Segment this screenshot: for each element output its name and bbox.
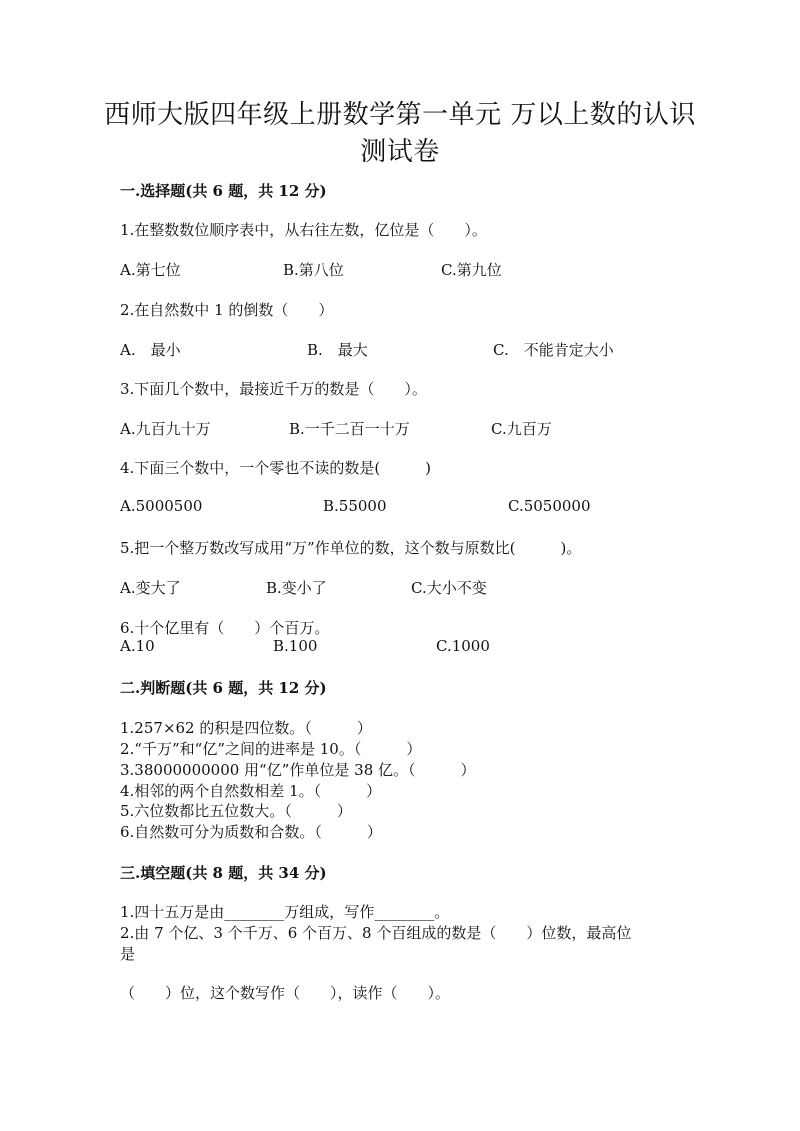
question-1-option-b: B.第八位 [283, 261, 344, 279]
fill-question-2-line1: 2.由 7 个亿、3 个千万、6 个百万、8 个百组成的数是（ ）位数，最高位 [120, 924, 632, 942]
fill-question-1: 1.四十五万是由________万组成，写作________。 [120, 903, 450, 921]
question-2-option-a: A. 最小 [120, 341, 181, 359]
question-5-option-b: B.变小了 [266, 579, 327, 597]
section2-heading: 二.判断题(共 6 题，共 12 分) [120, 679, 327, 697]
question-3-option-a: A.九百九十万 [120, 420, 211, 438]
question-1-text: 1.在整数数位顺序表中，从右往左数，亿位是（ ）。 [120, 221, 487, 239]
question-3-option-c: C.九百万 [491, 420, 552, 438]
page-title-line2: 测试卷 [360, 137, 440, 167]
judge-item-5: 5.六位数都比五位数大。（ ） [120, 802, 352, 820]
question-4-option-c: C.5050000 [508, 497, 591, 515]
judge-item-4: 4.相邻的两个自然数相差 1。（ ） [120, 782, 382, 800]
judge-item-3: 3.38000000000 用“亿”作单位是 38 亿。（ ） [120, 761, 476, 779]
question-6-option-b: B.100 [273, 637, 318, 655]
section1-heading: 一.选择题(共 6 题，共 12 分) [120, 182, 327, 200]
question-6-text: 6.十个亿里有（ ）个百万。 [120, 619, 330, 637]
question-4-option-a: A.5000500 [120, 497, 203, 515]
question-1-option-a: A.第七位 [120, 261, 181, 279]
question-5-text: 5.把一个整万数改写成用“万”作单位的数，这个数与原数比( )。 [120, 539, 582, 557]
judge-item-1: 1.257×62 的积是四位数。（ ） [120, 719, 372, 737]
question-2-text: 2.在自然数中 1 的倒数（ ） [120, 301, 334, 319]
page-title-line1: 西师大版四年级上册数学第一单元 万以上数的认识 [104, 100, 696, 130]
question-3-text: 3.下面几个数中，最接近千万的数是（ ）。 [120, 380, 427, 398]
question-6-option-a: A.10 [120, 637, 155, 655]
question-2-option-c: C. 不能肯定大小 [493, 341, 614, 359]
judge-item-2: 2.“千万”和“亿”之间的进率是 10。（ ） [120, 740, 422, 758]
question-4-option-b: B.55000 [323, 497, 387, 515]
question-1-option-c: C.第九位 [441, 261, 502, 279]
question-3-option-b: B.一千二百一十万 [289, 420, 410, 438]
fill-question-2-line3: （ ）位，这个数写作（ ），读作（ ）。 [120, 984, 451, 1002]
question-6-option-c: C.1000 [436, 637, 490, 655]
question-4-text: 4.下面三个数中，一个零也不读的数是( ) [120, 459, 432, 477]
fill-question-2-line2: 是 [120, 945, 136, 963]
question-5-option-a: A.变大了 [120, 579, 181, 597]
question-2-option-b: B. 最大 [307, 341, 368, 359]
section3-heading: 三.填空题(共 8 题，共 34 分) [120, 864, 327, 882]
question-5-option-c: C.大小不变 [411, 579, 487, 597]
judge-item-6: 6.自然数可分为质数和合数。（ ） [120, 823, 382, 841]
